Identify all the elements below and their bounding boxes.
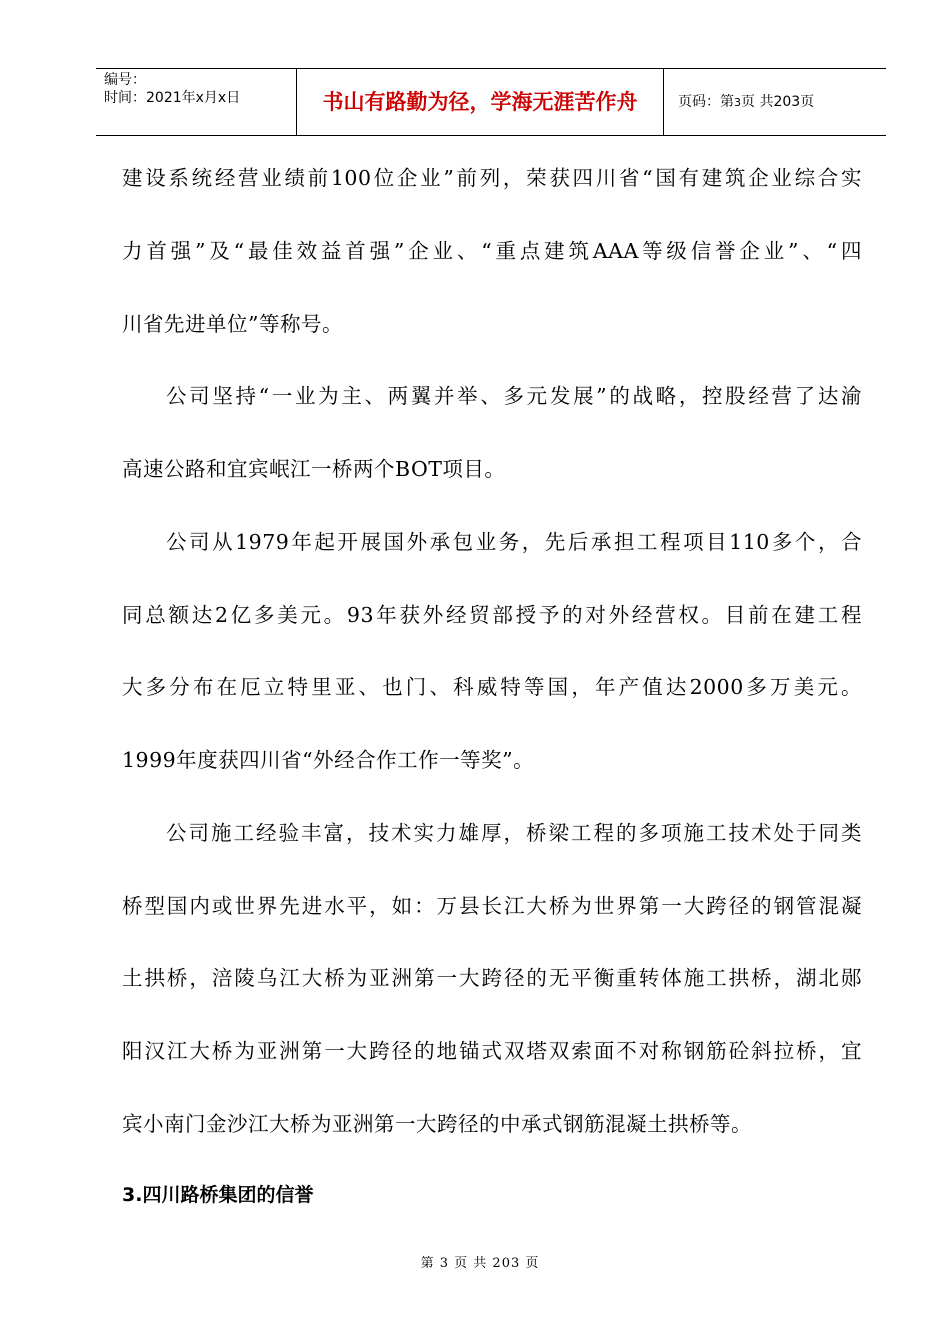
header-motto: 书山有路勤为径，学海无涯苦作舟 xyxy=(296,69,664,135)
body-line: 大多分布在厄立特里亚、也门、科威特等国，年产值达2000多万美元。 xyxy=(122,675,862,699)
page-number: 3 xyxy=(734,96,741,109)
header-page-info xyxy=(664,69,886,135)
page-suffix: 页 共203页 xyxy=(741,94,815,110)
body-line: 高速公路和宜宾岷江一桥两个BOT项目。 xyxy=(122,457,506,481)
paragraph-start-line: 公司施工经验丰富，技术实力雄厚，桥梁工程的多项施工技术处于同类 xyxy=(166,821,862,845)
body-line: 同总额达2亿多美元。93年获外经贸部授予的对外经营权。目前在建工程 xyxy=(122,603,862,627)
document-number-label: 编号： xyxy=(104,72,146,88)
body-line: 建设系统经营业绩前100位企业”前列，荣获四川省“国有建筑企业综合实 xyxy=(122,166,862,190)
header-meta xyxy=(96,69,296,135)
body-line: 宾小南门金沙江大桥为亚洲第一大跨径的中承式钢筋混凝土拱桥等。 xyxy=(122,1112,752,1136)
body-line: 阳汉江大桥为亚洲第一大跨径的地锚式双塔双索面不对称钢筋砼斜拉桥，宜 xyxy=(122,1039,862,1063)
document-date: 时间：2021年x月x日 xyxy=(104,90,241,106)
page-prefix: 页码：第 xyxy=(678,94,734,110)
page-footer: 第 3 页 共 203 页 xyxy=(420,1256,540,1271)
body-line: 川省先进单位”等称号。 xyxy=(122,312,343,336)
paragraph-start-line: 公司坚持“一业为主、两翼并举、多元发展”的战略，控股经营了达渝 xyxy=(166,384,862,408)
body-line: 土拱桥，涪陵乌江大桥为亚洲第一大跨径的无平衡重转体施工拱桥，湖北郧 xyxy=(122,966,862,990)
body-line: 桥型国内或世界先进水平，如：万县长江大桥为世界第一大跨径的钢管混凝 xyxy=(122,894,862,918)
section-heading: 3.四川路桥集团的信誉 xyxy=(122,1184,314,1206)
paragraph-start-line: 公司从1979年起开展国外承包业务，先后承担工程项目110多个，合 xyxy=(166,530,862,554)
body-line: 力首强”及“最佳效益首强”企业、“重点建筑AAA等级信誉企业”、“四 xyxy=(122,239,862,263)
body-line: 1999年度获四川省“外经合作工作一等奖”。 xyxy=(122,748,535,772)
page-header xyxy=(96,68,886,136)
